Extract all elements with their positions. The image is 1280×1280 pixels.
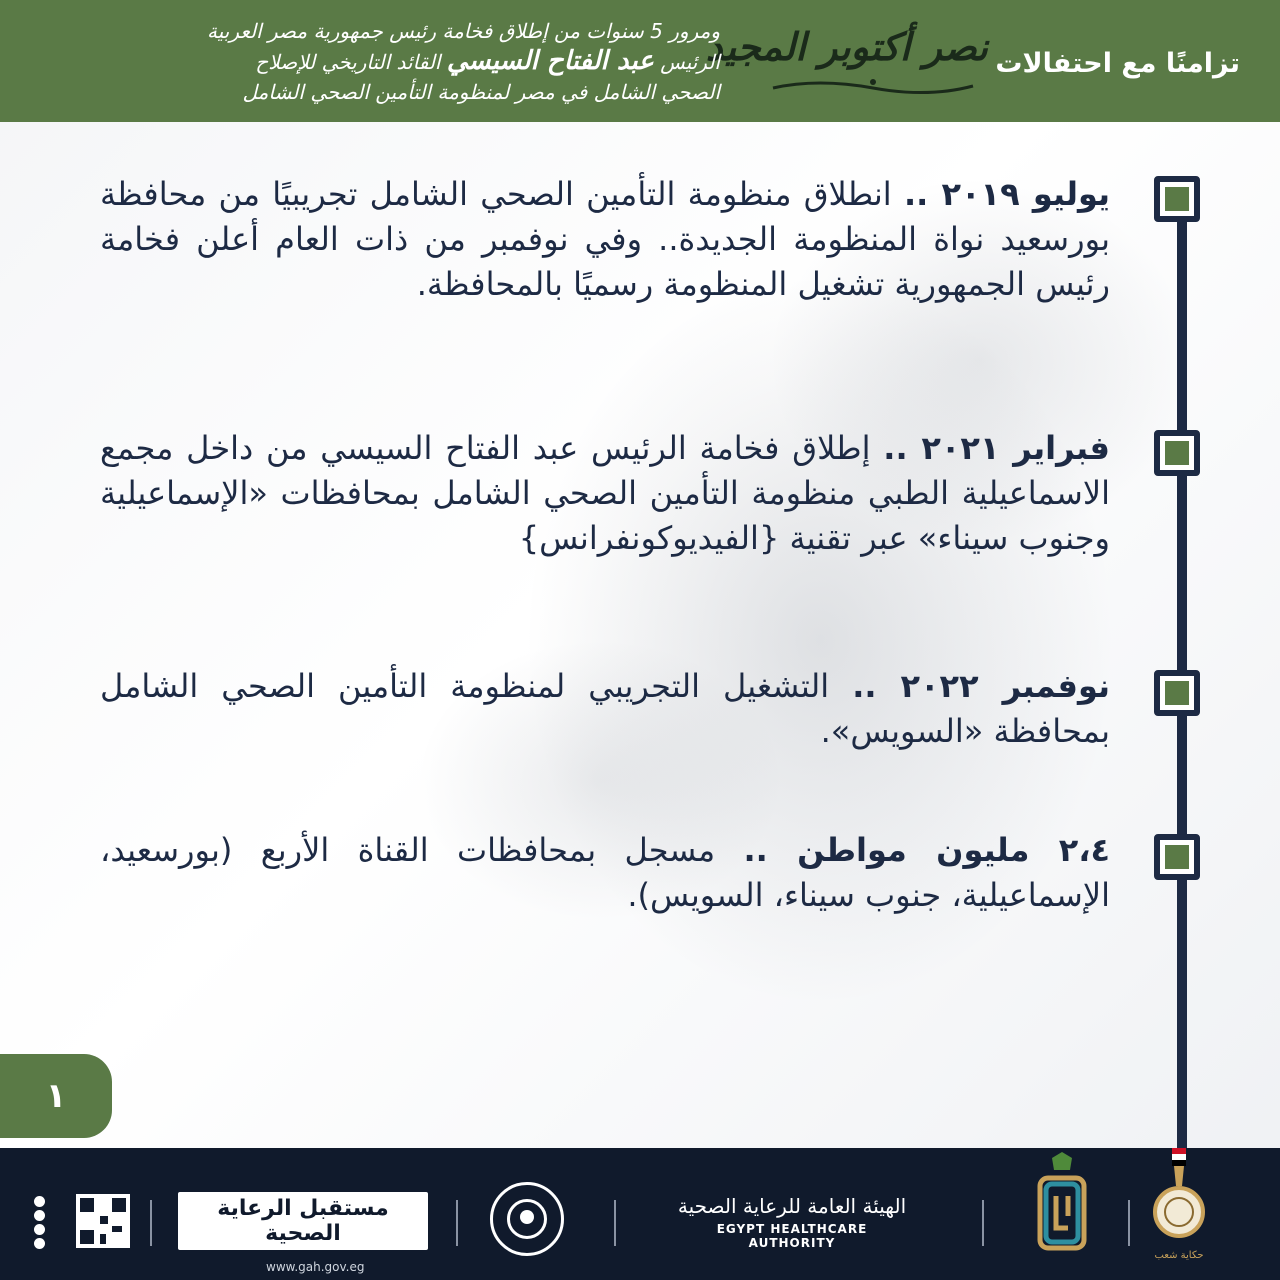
entry-text: التشغيل التجريبي لمنظومة التأمين الصحي الشامل بمحافظة «السويس».	[100, 667, 1110, 750]
header-line-1: ومرور 5 سنوات من إطلاق فخامة رئيس جمهورية مصر العربية	[207, 19, 720, 43]
timeline-entry-2	[100, 426, 1110, 561]
header-description	[30, 16, 720, 107]
calligraphy-flourish-icon	[768, 76, 978, 96]
footer-divider	[614, 1200, 616, 1246]
header-title: تزامنًا مع احتفالات	[995, 48, 1240, 79]
entry-text: انطلاق منظومة التأمين الصحي الشامل تجريبيًا من محافظة بورسعيد نواة المنظومة الجديدة.. وفي نوفمبر من ذات العام أعلن فخامة رئيس الجمهورية تشغيل المنظومة رسميًا بالمحافظة.	[100, 175, 1110, 303]
president-name: عبد الفتاح السيسي	[446, 46, 654, 76]
gah-logo	[178, 1192, 428, 1274]
timeline-marker-3	[1154, 670, 1200, 716]
instagram-icon[interactable]	[34, 1238, 45, 1249]
timeline-entry-1	[100, 172, 1110, 307]
gah-website[interactable]: www.gah.gov.eg	[266, 1260, 365, 1274]
entry-date: ٢،٤ مليون مواطن ..	[743, 831, 1111, 869]
health-insurance-emblem-icon	[1030, 1152, 1094, 1262]
october-victory-logo	[705, 18, 988, 104]
october-victory-logo-text: نصر أكتوبر المجيد	[705, 24, 988, 69]
medal-icon	[1152, 1148, 1206, 1248]
timeline-marker-1	[1154, 176, 1200, 222]
footer-bar	[0, 1148, 1280, 1280]
header-line-3: الصحي الشامل في مصر لمنظومة التأمين الصحي الشامل	[242, 80, 720, 104]
timeline-marker-2	[1154, 430, 1200, 476]
entry-text: مسجل بمحافظات القناة الأربع (بورسعيد، الإسماعيلية، جنوب سيناء، السويس).	[100, 831, 1110, 914]
header-line-2-suffix: القائد التاريخي للإصلاح	[255, 50, 441, 74]
gah-logo-title: مستقبل الرعاية الصحية	[178, 1192, 428, 1250]
header-line-2	[30, 46, 720, 77]
youtube-icon[interactable]	[34, 1224, 45, 1235]
eha-logo	[672, 1194, 912, 1250]
medal-caption: حكاية شعب	[1154, 1250, 1204, 1261]
entry-date: نوفمبر ٢٠٢٢ ..	[852, 667, 1111, 705]
facebook-icon[interactable]	[34, 1196, 45, 1207]
eha-name-english: EGYPT HEALTHCARE AUTHORITY	[716, 1222, 868, 1250]
footer-divider	[456, 1200, 458, 1246]
entry-date: فبراير ٢٠٢١ ..	[883, 429, 1111, 467]
authority-seal-icon	[490, 1182, 564, 1256]
timeline-entry-4	[100, 828, 1110, 918]
qr-code-icon[interactable]	[76, 1194, 130, 1248]
header-line-2-prefix: الرئيس	[660, 50, 720, 74]
timeline-entry-3	[100, 664, 1110, 754]
twitter-icon[interactable]	[34, 1210, 45, 1221]
social-icons	[34, 1196, 48, 1252]
entry-text: إطلاق فخامة الرئيس عبد الفتاح السيسي من داخل مجمع الاسماعيلية الطبي منظومة التأمين الصحي الشامل بمحافظات «الإسماعيلية وجنوب سيناء» عبر تقنية {الفيديوكونفرانس}	[100, 429, 1110, 557]
medal-emblem	[1152, 1148, 1206, 1272]
eha-name-arabic: الهيئة العامة للرعاية الصحية	[677, 1194, 907, 1218]
header-bar	[0, 0, 1280, 122]
page-number: ١	[0, 1054, 112, 1138]
footer-divider	[982, 1200, 984, 1246]
footer-divider	[1128, 1200, 1130, 1246]
timeline-marker-4	[1154, 834, 1200, 880]
footer-divider	[150, 1200, 152, 1246]
entry-date: يوليو ٢٠١٩ ..	[903, 175, 1111, 213]
